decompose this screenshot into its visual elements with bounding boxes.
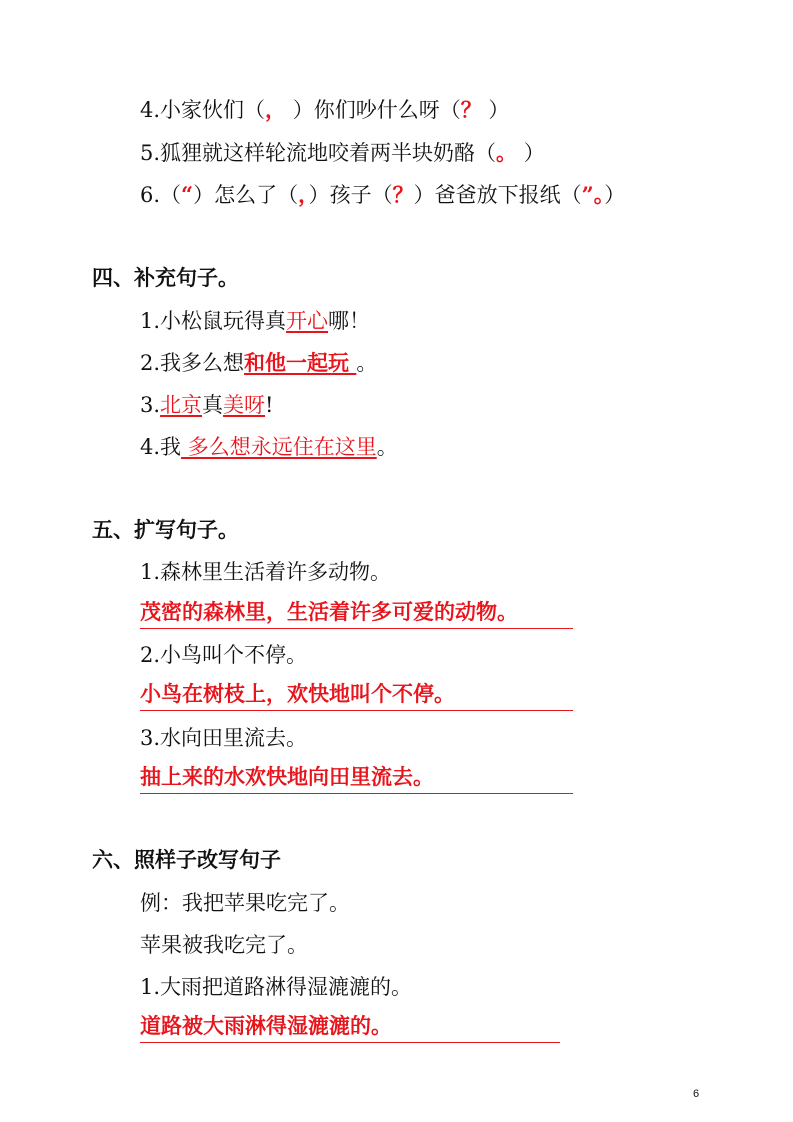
answer-fill: 多么想永远住在这里: [181, 435, 377, 459]
text: 3.: [140, 393, 161, 417]
answer-mark: 。: [496, 140, 518, 165]
text: 1.小松鼠玩得真: [140, 309, 287, 333]
complete-line-2: [140, 349, 377, 377]
text: !: [265, 393, 274, 417]
answer-fill: 和他一起玩: [244, 350, 357, 375]
complete-line-4: [140, 433, 398, 461]
answer-mark: ”。: [581, 182, 605, 207]
text: 真: [202, 393, 224, 417]
section-5-title: 五、扩写句子。: [92, 518, 239, 542]
rewrite-question-1: 1.大雨把道路淋得湿漉漉的。: [140, 975, 413, 999]
expand-answer-3: 抽上来的水欢快地向田里流去。: [140, 763, 573, 794]
punct-line-5: [140, 139, 545, 167]
answer-mark: ，: [298, 182, 309, 207]
text: ）怎么了（: [193, 183, 299, 207]
answer-fill: 美呀: [223, 393, 266, 417]
expand-question-2: 2.小鸟叫个不停。: [140, 643, 308, 667]
answer-mark: ，: [265, 97, 287, 122]
expand-answer-2: 小鸟在树枝上，欢快地叫个不停。: [140, 680, 573, 711]
text: ）爸爸放下报纸（: [413, 183, 582, 207]
text: 。: [376, 435, 398, 459]
expand-question-3: 3.水向田里流去。: [140, 726, 308, 750]
expand-answer-1: 茂密的森林里，生活着许多可爱的动物。: [140, 598, 573, 629]
answer-fill: 北京: [160, 393, 203, 417]
answer-mark: “: [181, 182, 194, 207]
expand-question-1: 1.森林里生活着许多动物。: [140, 560, 392, 584]
section-4-title: 四、补充句子。: [92, 266, 239, 290]
example-sentence: 例：我把苹果吃完了。: [140, 891, 350, 915]
section-6-title: 六、照样子改写句子: [92, 848, 281, 872]
punct-line-6: [140, 181, 625, 209]
answer-mark: ？: [392, 182, 414, 207]
complete-line-1: [140, 307, 370, 335]
text: 哪！: [328, 309, 371, 333]
text: 5.狐狸就这样轮流地咬着两半块奶酪（: [140, 141, 497, 165]
text: ）: [488, 98, 510, 122]
example-rewrite: 苹果被我吃完了。: [140, 933, 308, 957]
text: ）孩子（: [308, 183, 393, 207]
answer-mark: ？: [460, 97, 482, 122]
rewrite-answer-1: 道路被大雨淋得湿漉漉的。: [140, 1012, 560, 1043]
text: 2.我多么想: [140, 351, 245, 375]
text: 。: [356, 351, 378, 375]
text: 4.我: [140, 435, 182, 459]
text: ）: [604, 183, 626, 207]
page-number: 6: [693, 1088, 700, 1100]
text: ）: [523, 141, 545, 165]
text: 6.（: [140, 183, 182, 207]
complete-line-3: [140, 391, 274, 419]
text: 4.小家伙们（: [140, 98, 266, 122]
answer-fill: 开心: [286, 309, 329, 333]
text: ）你们吵什么呀（: [292, 98, 461, 122]
punct-line-4: [140, 96, 509, 124]
